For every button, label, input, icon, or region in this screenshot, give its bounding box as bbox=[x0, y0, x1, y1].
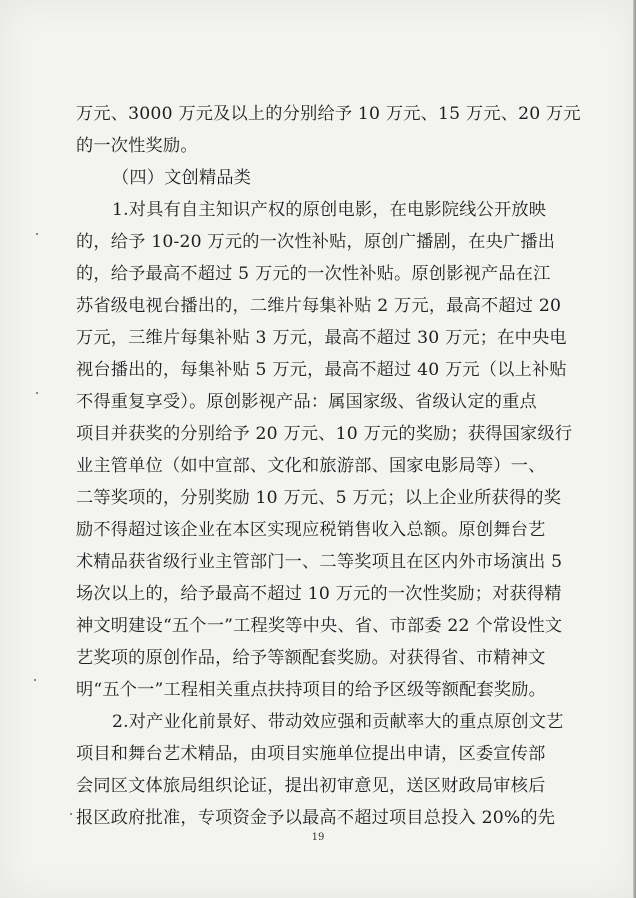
text-line-13: 二等奖项的，分别奖励 10 万元、5 万元；以上企业所获得的奖 bbox=[76, 488, 562, 508]
scan-speck bbox=[36, 233, 38, 235]
text-line-8: 万元，三维片每集补贴 3 万元，最高不超过 30 万元；在中央电 bbox=[76, 328, 567, 348]
text-line-17: 神文明建设“五个一”工程奖等中央、省、市部委 22 个常设性文 bbox=[76, 616, 563, 636]
text-line-23: 报区政府批准，专项资金予以最高不超过项目总投入 20%的先 bbox=[76, 808, 556, 828]
text-line-16: 场次以上的，给予最高不超过 10 万元的一次性奖励；对获得精 bbox=[76, 584, 562, 604]
text-line-15: 术精品获省级行业主管部门一、二等奖项且在区内外市场演出 5 bbox=[76, 552, 563, 572]
text-line-4: 1.对具有自主知识产权的原创电影，在电影院线公开放映 bbox=[112, 200, 547, 220]
text-line-7: 苏省级电视台播出的，二维片每集补贴 2 万元，最高不超过 20 bbox=[76, 296, 562, 316]
scan-speck bbox=[70, 813, 72, 815]
text-line-21: 项目和舞台艺术精品，由项目实施单位提出申请，区委宣传部 bbox=[76, 744, 546, 764]
text-line-10: 不得重复享受）。原创影视产品：属国家级、省级认定的重点 bbox=[76, 392, 537, 412]
text-line-14: 励不得超过该企业在本区实现应税销售收入总额。原创舞台艺 bbox=[76, 520, 546, 540]
scan-speck bbox=[36, 392, 38, 394]
text-line-2: 的一次性奖励。 bbox=[76, 136, 198, 156]
text-line-9: 视台播出的，每集补贴 5 万元，最高不超过 40 万元（以上补贴 bbox=[76, 360, 567, 380]
text-line-18: 艺奖项的原创作品，给予等额配套奖励。对获得省、市精神文 bbox=[76, 648, 546, 668]
text-line-12: 业主管单位（如中宣部、文化和旅游部、国家电影局等）一、 bbox=[76, 456, 546, 476]
scan-speck bbox=[34, 679, 36, 681]
text-line-11: 项目并获奖的分别给予 20 万元、10 万元的奖励；获得国家级行 bbox=[76, 424, 573, 444]
page-number: 19 bbox=[311, 832, 325, 843]
text-line-5: 的，给予 10-20 万元的一次性补贴，原创广播剧，在央广播出 bbox=[76, 232, 556, 252]
section-heading: （四）文创精品类 bbox=[112, 168, 252, 188]
text-line-20: 2.对产业化前景好、带动效应强和贡献率大的重点原创文艺 bbox=[112, 712, 564, 732]
text-line-22: 会同区文体旅局组织论证，提出初审意见，送区财政局审核后 bbox=[76, 776, 546, 796]
text-line-6: 的，给予最高不超过 5 万元的一次性补贴。原创影视产品在江 bbox=[76, 264, 551, 284]
text-line-19: 明“五个一”工程相关重点扶持项目的给予区级等额配套奖励。 bbox=[76, 680, 547, 700]
text-line-1: 万元、3000 万元及以上的分别给予 10 万元、15 万元、20 万元 bbox=[76, 104, 581, 124]
